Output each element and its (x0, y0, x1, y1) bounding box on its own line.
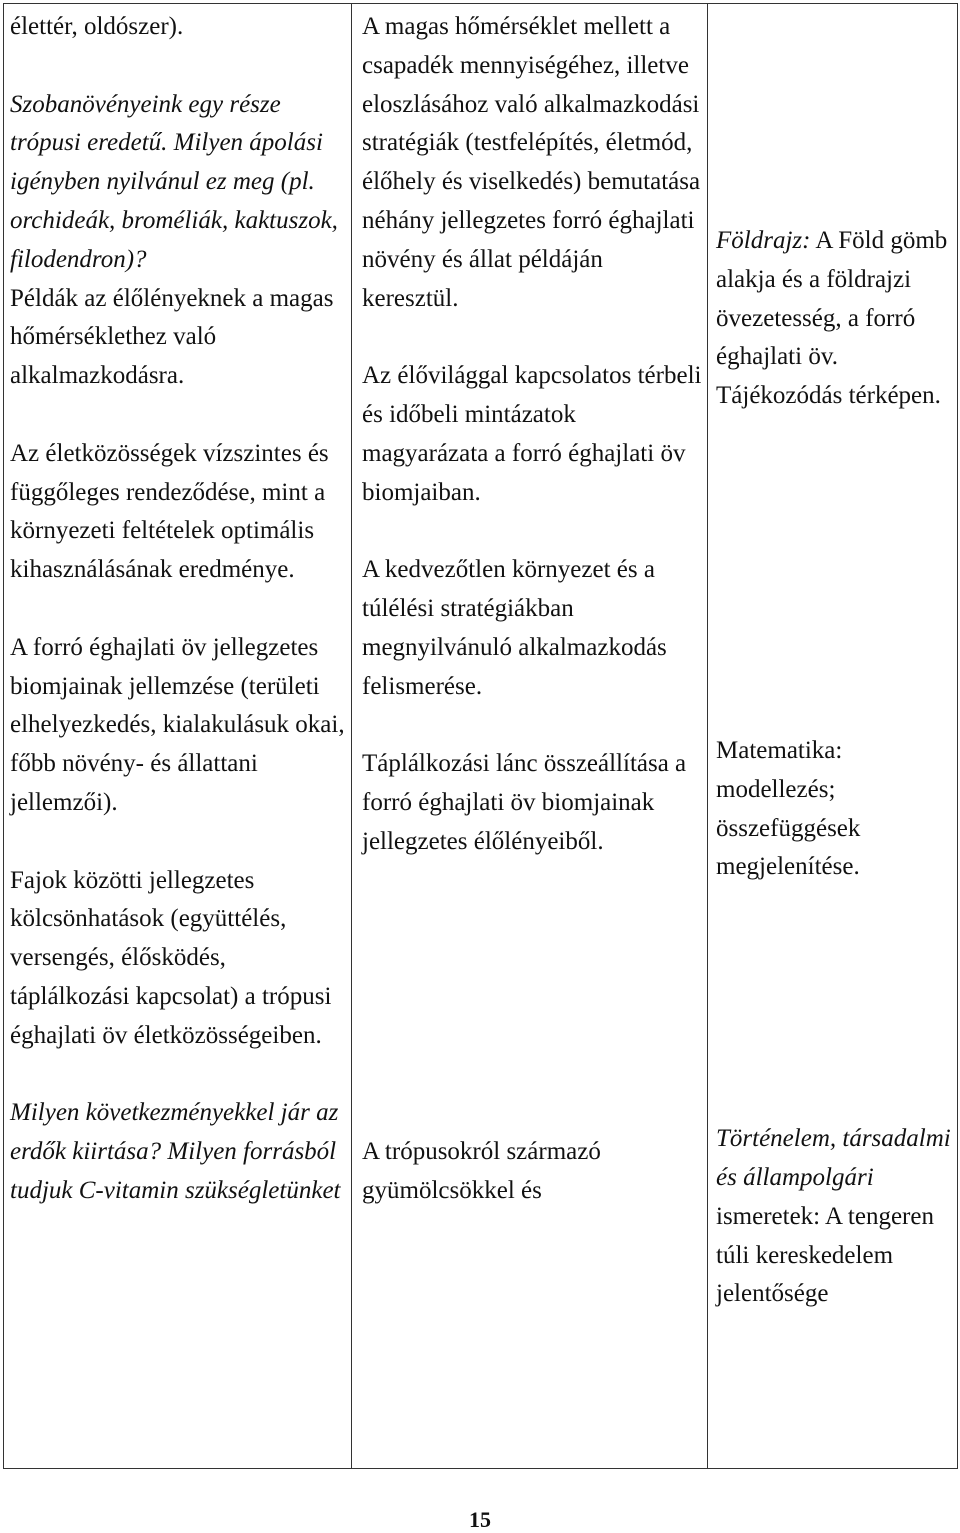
goal-text: A magas hőmérséklet mellett a csapadék mennyiségéhez, illetve eloszlásához való alkalmazkodási stratégiák (testfelépítés, életmód, élőhely és viselkedés) bemutatása néhány jellegzetes forró éghajlati növény és állat példáján keresztül. (362, 13, 701, 312)
development-goals-column (352, 4, 707, 1468)
goal-text: Táplálkozási lánc összeállítása a forró éghajlati öv biomjainak jellegzetes élőlényeiből. (362, 750, 687, 855)
content-text: Fajok közötti jellegzetes kölcsönhatások (együttélés, versengés, élősködés, táplálkozási kapcsolat) a trópusi éghajlati öv életközösségeiben. (10, 866, 332, 1049)
content-text: élettér, oldószer). (10, 13, 184, 40)
subject-text: A Föld gömb alakja és a földrajzi övezetesség, a forró éghajlati öv. Tájékozódás térképen. (716, 227, 948, 410)
question-text: Szobanövényeink egy része trópusi eredetű. Milyen ápolási igényben nyilvánul ez meg (pl. orchideák, broméliák, kaktuszok, filodendron)? (10, 90, 338, 273)
content-text: Az életközösségek vízszintes és függőleges rendeződése, mint a környezeti feltételek optimális kihasználásának eredménye. (10, 439, 329, 584)
goal-text: A kedvezőtlen környezet és a túlélési stratégiákban megnyilvánuló alkalmazkodás felismerése. (362, 556, 667, 700)
subject-label: Földrajz: (716, 227, 811, 254)
subject-link-foldrajz (716, 222, 954, 416)
goal-text: A trópusokról származó gyümölcsökkel és (362, 1138, 601, 1204)
page-number: 15 (469, 1507, 491, 1532)
content-text: Példák az élőlényeknek a magas hőmérséklethez való alkalmazkodásra. (10, 284, 334, 390)
content-column (4, 4, 351, 1468)
goal-text: Az élővilággal kapcsolatos térbeli és időbeli mintázatok magyarázata a forró éghajlati öv biomjaiban. (362, 362, 702, 506)
content-text: A forró éghajlati öv jellegzetes biomjainak jellemzése (területi elhelyezkedés, kialakulásuk okai, főbb növény- és állattani jellemzői). (10, 633, 345, 816)
subject-label: Történelem, társadalmi és állampolgári (716, 1125, 951, 1191)
question-text: Milyen következményekkel jár az erdők kiirtása? Milyen forrásból tudjuk C-vitamin szükségletünket (10, 1099, 341, 1204)
connections-column (708, 4, 958, 1468)
subject-link-matek: Matematika: modellezés; összefüggések megjelenítése. (716, 736, 861, 881)
curriculum-table (3, 3, 958, 1469)
subject-link-tortenelem (716, 1120, 954, 1314)
subject-text: ismeretek: A tengeren túli kereskedelem jelentősége (716, 1202, 934, 1308)
